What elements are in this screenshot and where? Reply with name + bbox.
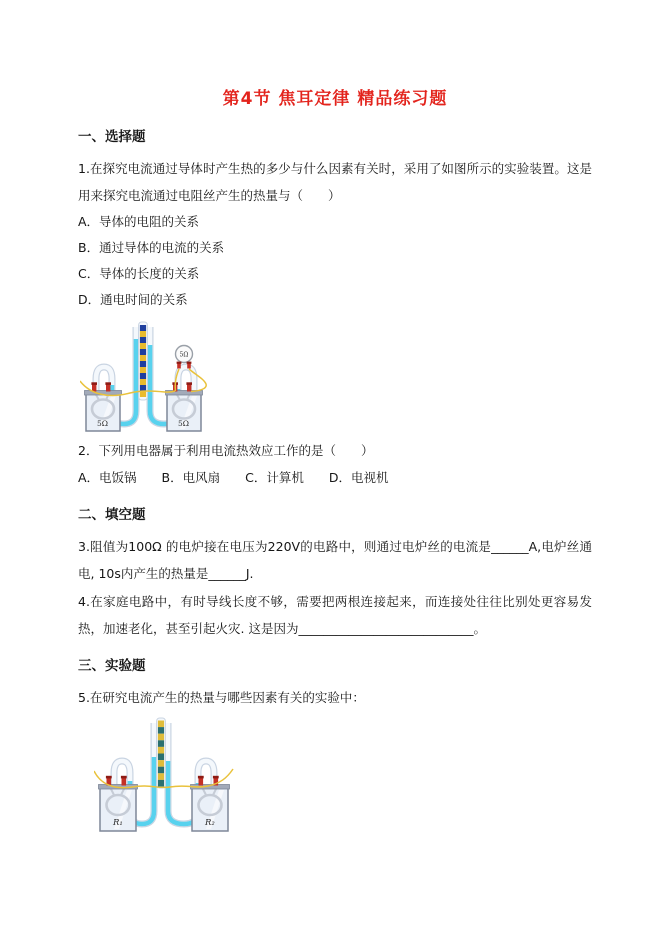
figure-joule-apparatus-2 [94, 717, 592, 845]
container-right-label: 5Ω [178, 419, 189, 428]
resistor-circle-label: 5Ω [179, 351, 189, 359]
container-left-label: 5Ω [97, 419, 108, 428]
figure-joule-apparatus-1 [80, 321, 592, 433]
terminal-left-a [91, 382, 97, 391]
question-1-option-a: A．导体的电阻的关系 [78, 214, 200, 229]
terminal-left-b [105, 382, 111, 391]
section-heading-fill: 二、填空题 [78, 507, 146, 523]
terminal-right-a [198, 776, 204, 786]
question-1-option-d: D．通电时间的关系 [78, 292, 188, 307]
container-left-label: R₁ [113, 818, 123, 828]
question-2-options: A．电饭锅 B．电风扇 C．计算机 D．电视机 [78, 470, 389, 485]
question-5-text: 5.在研究电流产生的热量与哪些因素有关的实验中： [78, 690, 365, 705]
worksheet-content [78, 84, 592, 845]
striped-scale-column [139, 322, 148, 400]
terminal-left-b [121, 776, 127, 786]
container-right-label: R₂ [205, 818, 215, 828]
page-title: 第4节 焦耳定律 精品练习题 [222, 89, 448, 109]
scale-stripes [158, 721, 164, 787]
scale-stripes [140, 325, 146, 397]
question-3-text: 3.阻值为100Ω 的电炉接在电压为220V的电路中，则通过电炉丝的电流是______A,电炉丝通电, 10s内产生的热量是______J. [78, 539, 592, 581]
striped-scale-column [157, 718, 166, 788]
question-1-option-b: B．通过导体的电流的关系 [78, 240, 225, 255]
question-4-text: 4.在家庭电路中，有时导线长度不够，需要把两根连接起来，而连接处往往比别处更容易发热，加速老化，甚至引起火灾. 这是因为____________________________。 [78, 594, 592, 636]
question-2-text: 2．下列用电器属于利用电流热效应工作的是（ ） [78, 443, 374, 458]
question-1-options [78, 209, 592, 313]
section-heading-choice: 一、选择题 [78, 129, 146, 145]
terminal-right-b [186, 382, 192, 391]
question-1-option-c: C．导体的长度的关系 [78, 266, 200, 281]
section-heading-experiment: 三、实验题 [78, 658, 146, 674]
question-1-text: 1.在探究电流通过导体时产生热的多少与什么因素有关时，采用了如图所示的实验装置。这是用来探究电流通过电阻丝产生的热量与（ ） [78, 161, 592, 203]
